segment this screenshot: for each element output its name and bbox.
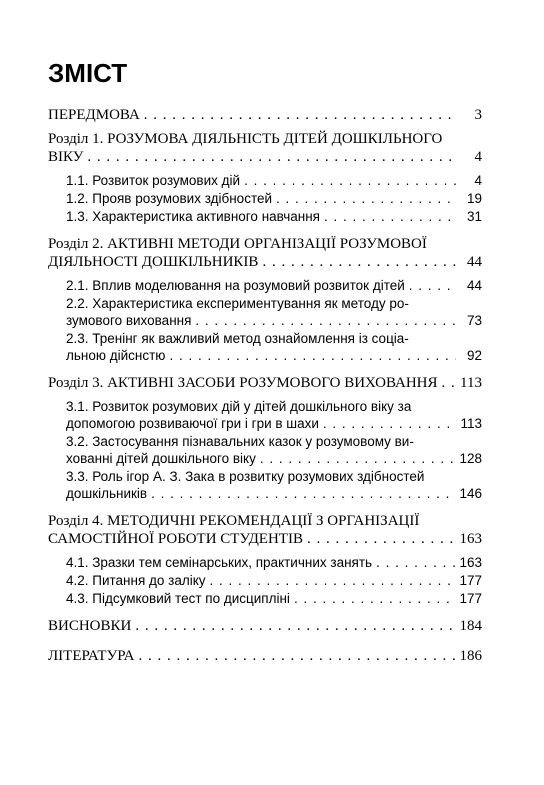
toc-entry-title-cont: САМОСТІЙНОЇ РОБОТИ СТУДЕНТІВ	[48, 531, 303, 547]
toc-entry-3-3[interactable]	[48, 468, 482, 502]
toc-entry-title: 2.1. Вплив моделювання на розумовий розвиток дітей	[66, 278, 405, 293]
toc-entry-title: 4.2. Питання до заліку	[66, 573, 206, 588]
toc-entry-title-cont: дошкільників	[66, 486, 148, 501]
toc-page-number: 186	[459, 648, 482, 664]
dot-leader	[144, 106, 456, 124]
toc-entry-title: 3.2. Застосування пізнавальних казок у розумовому ви-	[66, 434, 414, 449]
toc-entry-title-cont: хованні дітей дошкільного віку	[66, 451, 256, 466]
dot-leader	[442, 374, 456, 392]
toc-page-number: 128	[459, 451, 482, 466]
toc-page-number: 19	[466, 191, 482, 206]
toc-entry-2-1[interactable]	[48, 277, 482, 294]
toc-entry-4-2[interactable]	[48, 572, 482, 589]
toc-entry-title-cont: допомогою розвиваючої гри і гри в шахи	[66, 416, 319, 431]
toc-entry-preface[interactable]	[48, 106, 482, 124]
toc-entry-3-2[interactable]	[48, 433, 482, 467]
toc-entry-section-2[interactable]	[48, 235, 482, 271]
dot-leader	[210, 572, 456, 589]
toc-entry-section-1[interactable]	[48, 130, 482, 166]
toc-entry-3-1[interactable]	[48, 398, 482, 432]
toc-page-number: 44	[467, 254, 482, 270]
toc-page-number: 163	[459, 531, 482, 547]
dot-leader	[276, 190, 456, 207]
toc-entry-title-cont: зумового виховання	[66, 313, 192, 328]
toc-entry-2-3[interactable]	[48, 330, 482, 364]
dot-leader	[376, 554, 455, 571]
dot-leader	[138, 647, 455, 665]
toc-entry-title: 4.1. Зразки тем семінарських, практичних занять	[66, 555, 373, 570]
toc-entry-conclusions[interactable]	[48, 617, 482, 635]
toc-entry-1-1[interactable]	[48, 172, 482, 189]
dot-leader	[244, 172, 456, 189]
toc-entry-title: 1.2. Прояв розумових здібностей	[66, 191, 273, 206]
toc-page-number: 4	[474, 149, 482, 165]
dot-leader	[409, 277, 456, 294]
toc-entry-2-2[interactable]	[48, 295, 482, 329]
toc-page-number: 3	[474, 107, 482, 123]
toc-page-number: 177	[459, 591, 482, 606]
toc-entry-title: Розділ 3. АКТИВНІ ЗАСОБИ РОЗУМОВОГО ВИХОВАННЯ	[48, 375, 438, 391]
toc-page-number: 31	[466, 209, 482, 224]
toc-page-number: 113	[460, 416, 482, 431]
toc-page-number: 184	[459, 618, 482, 634]
dot-leader	[307, 530, 456, 548]
dot-leader	[323, 415, 456, 432]
toc-entry-1-2[interactable]	[48, 190, 482, 207]
dot-leader	[87, 148, 456, 166]
toc-entry-title: ПЕРЕДМОВА	[48, 107, 140, 123]
toc-page-number: 92	[466, 348, 482, 363]
toc-page-number: 146	[459, 486, 482, 501]
dot-leader	[294, 590, 456, 607]
toc-entry-title: 4.3. Підсумковий тест по дисципліні	[66, 591, 290, 606]
toc-entry-title-cont: льною дійснстю	[66, 348, 166, 363]
toc-entry-title: 1.1. Розвиток розумових дій	[66, 173, 241, 188]
toc-page-number: 4	[474, 173, 482, 188]
dot-leader	[324, 208, 456, 225]
toc-page-number: 163	[459, 555, 482, 570]
toc-entry-title: Розділ 1. РОЗУМОВА ДІЯЛЬНІСТЬ ДІТЕЙ ДОШКІЛЬНОГО	[48, 131, 443, 147]
toc-entry-title-cont: ВІКУ	[48, 149, 84, 165]
toc-entry-title: Розділ 4. МЕТОДИЧНІ РЕКОМЕНДАЦІЇ З ОРГАНІЗАЦІЇ	[48, 513, 420, 529]
toc-entry-title: ЛІТЕРАТУРА	[48, 648, 135, 664]
toc-entry-title: Розділ 2. АКТИВНІ МЕТОДИ ОРГАНІЗАЦІЇ РОЗУМОВОЇ	[48, 236, 427, 252]
table-of-contents	[48, 106, 482, 671]
dot-leader	[260, 450, 456, 467]
toc-entry-4-1[interactable]	[48, 554, 482, 571]
dot-leader	[169, 347, 456, 364]
toc-entry-title: 3.1. Розвиток розумових дій у дітей дошкільного віку за	[66, 399, 412, 414]
toc-page-number: 177	[459, 573, 482, 588]
dot-leader	[195, 312, 456, 329]
toc-page-number: 44	[466, 278, 482, 293]
toc-entry-title: 1.3. Характеристика активного навчання	[66, 209, 320, 224]
toc-entry-literature[interactable]	[48, 647, 482, 665]
toc-entry-section-3[interactable]	[48, 374, 482, 392]
toc-entry-title: ВИСНОВКИ	[48, 618, 132, 634]
toc-entry-1-3[interactable]	[48, 208, 482, 225]
toc-page-number: 73	[466, 313, 482, 328]
toc-page-number: 113	[460, 375, 482, 391]
dot-leader	[151, 485, 455, 502]
dot-leader	[262, 253, 456, 271]
toc-entry-4-3[interactable]	[48, 590, 482, 607]
page-title: ЗМІСТ	[48, 58, 128, 88]
toc-entry-section-4[interactable]	[48, 512, 482, 548]
toc-entry-title: 2.2. Характеристика експериментування як методу ро-	[66, 296, 409, 311]
toc-entry-title: 3.3. Роль ігор А. З. Зака в розвитку розумових здібностей	[66, 469, 425, 484]
dot-leader	[135, 617, 455, 635]
toc-entry-title: 2.3. Тренінг як важливий метод ознайомлення із соціа-	[66, 331, 409, 346]
toc-entry-title-cont: ДІЯЛЬНОСТІ ДОШКІЛЬНИКІВ	[48, 254, 259, 270]
